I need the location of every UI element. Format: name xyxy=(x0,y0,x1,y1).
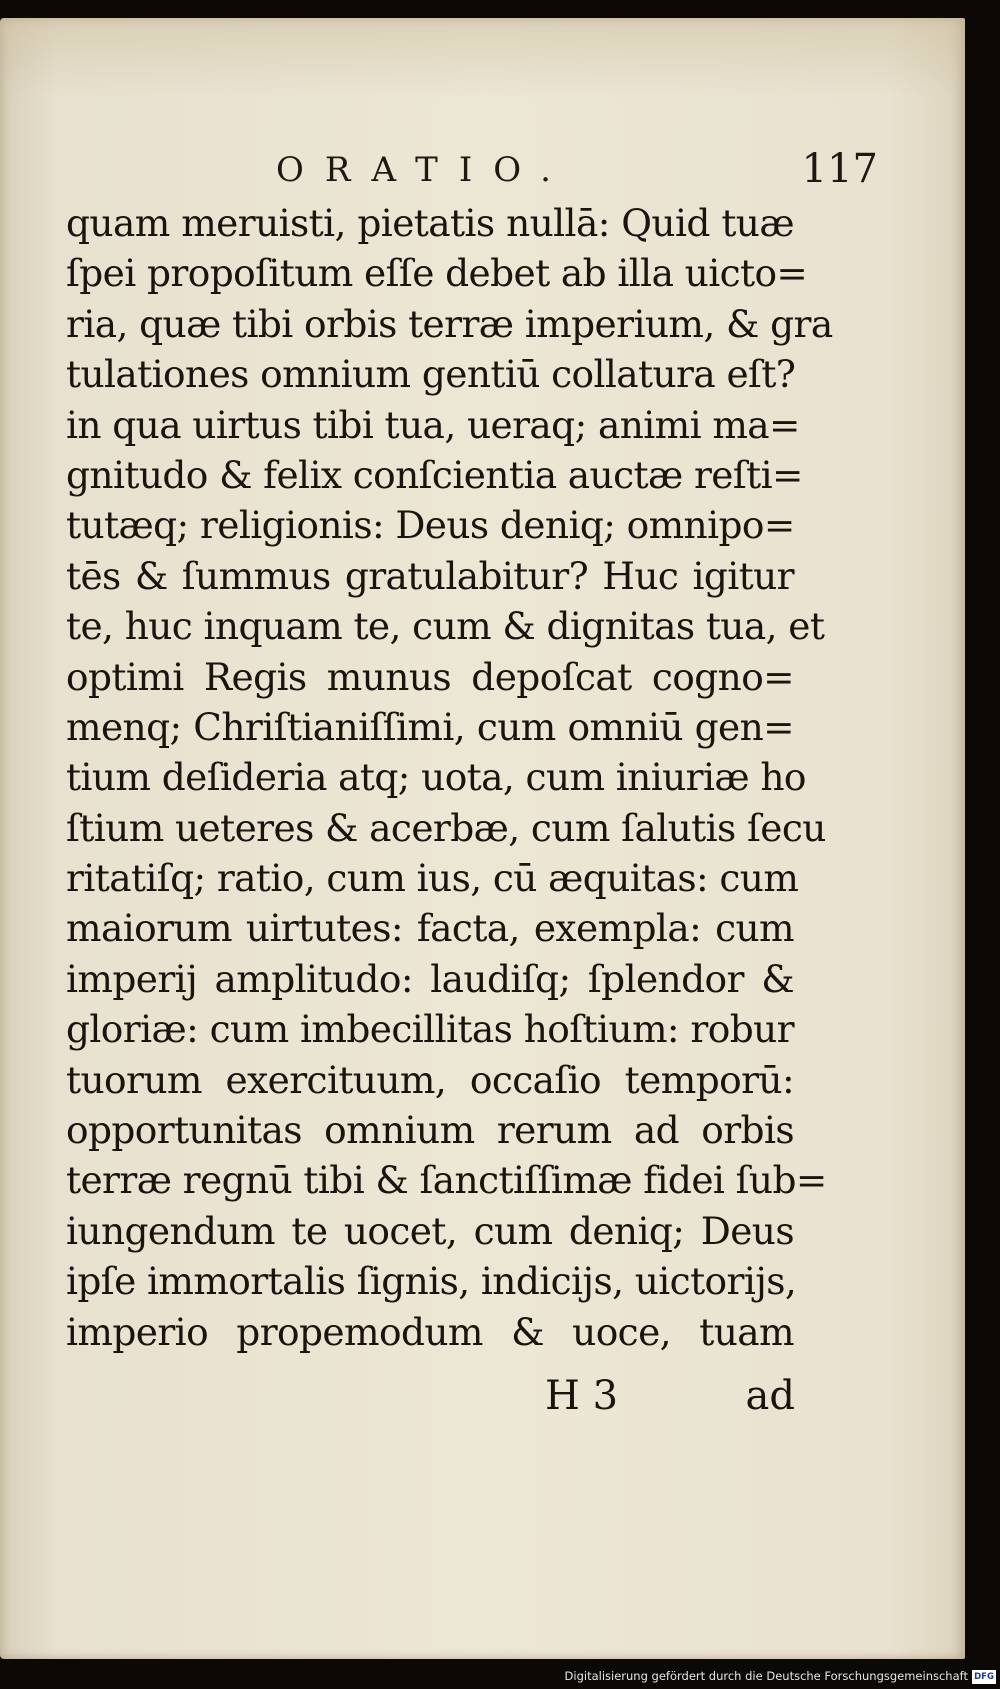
body-text xyxy=(66,198,833,1357)
text-line: gloriæ: cum imbecillitas hoſtium: robur xyxy=(66,1007,794,1052)
text-line: menq; Chriſtianiſſimi, cum omniū gen= xyxy=(66,704,794,749)
book-page xyxy=(0,18,965,1659)
text-line: tulationes omnium gentiū collatura eſt? xyxy=(66,352,796,397)
text-line: terræ regnū tibi & ſanctiſſimæ fidei ſub= xyxy=(66,1158,827,1203)
text-line: gnitudo & felix conſcientia auctæ reſti= xyxy=(66,452,803,497)
text-line: ſpei propoſitum eſſe debet ab illa uicto= xyxy=(66,251,808,296)
text-line: ria, quæ tibi orbis terræ imperium, & gra xyxy=(66,301,833,346)
text-line: tuorum exercituum, occaſio temporū: xyxy=(66,1057,794,1102)
text-line: iungendum te uocet, cum deniq; Deus xyxy=(66,1208,794,1253)
text-line: ritatiſq; ratio, cum ius, cū æquitas: cum xyxy=(66,856,799,901)
page-footer xyxy=(545,1373,795,1425)
page-header xyxy=(276,146,878,196)
text-line: tutæq; religionis: Deus deniq; omnipo= xyxy=(66,503,795,548)
text-line: tēs & ſummus gratulabitur? Huc igitur xyxy=(66,553,794,598)
text-line: ipſe immortalis ſignis, indicijs, uictorijs, xyxy=(66,1259,797,1304)
text-line: in qua uirtus tibi tua, ueraq; animi ma= xyxy=(66,402,800,447)
text-line: maiorum uirtutes: facta, exempla: cum xyxy=(66,906,794,951)
running-title: ORATIO. xyxy=(276,150,572,190)
page-number: 117 xyxy=(801,146,878,192)
text-line: tium deſideria atq; uota, cum iniuriæ ho xyxy=(66,755,806,800)
text-line: imperio propemodum & uoce, tuam xyxy=(66,1309,794,1354)
text-line: opportunitas omnium rerum ad orbis xyxy=(66,1108,794,1153)
text-line: quam meruisti, pietatis nullā: Quid tuæ xyxy=(66,201,794,245)
catchword: ad xyxy=(745,1373,795,1419)
signature-mark: H 3 xyxy=(545,1373,619,1419)
dfg-logo: DFG xyxy=(972,1670,996,1684)
text-line: ſtium ueteres & acerbæ, cum ſalutis ſecu xyxy=(66,805,826,850)
digitization-credit: Digitalisierung gefördert durch die Deutsche Forschungsgemeinschaft xyxy=(564,1669,968,1683)
bottom-bar xyxy=(0,1659,1000,1689)
text-line: te, huc inquam te, cum & dignitas tua, et xyxy=(66,604,825,649)
text-line: imperij amplitudo: laudiſq; ſplendor & xyxy=(66,956,794,1001)
text-line: optimi Regis munus depoſcat cogno= xyxy=(66,654,794,699)
